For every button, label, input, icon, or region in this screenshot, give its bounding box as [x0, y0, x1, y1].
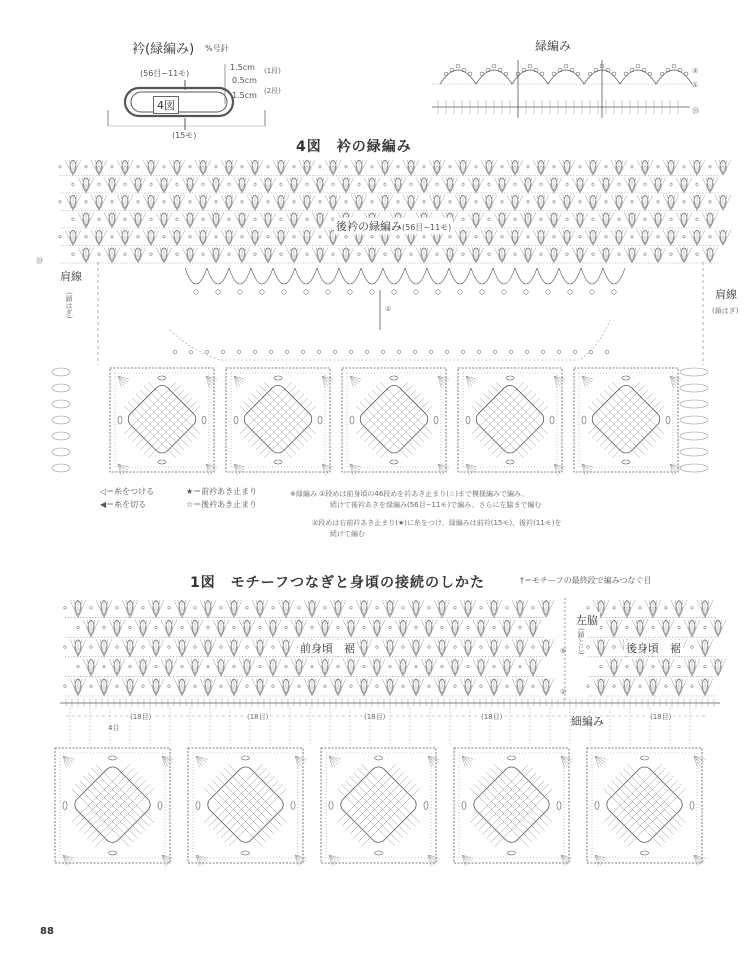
edging-row-2: ②	[692, 67, 699, 75]
page-number: 88	[40, 926, 54, 937]
small-stitch-count: 4目	[108, 724, 120, 732]
left-side-sub: (鎖とじ)	[577, 628, 585, 655]
figure1-join-lines	[60, 598, 720, 746]
shoulder-line-right: 肩線	[715, 288, 737, 301]
figure1-motif-3	[321, 748, 440, 867]
stitch-count-4: (18目)	[481, 713, 503, 721]
figure4-center-label: 後衿の緑編み(56目−11モ)	[336, 220, 452, 233]
edging-chart-title: 緑編み	[535, 39, 572, 53]
legend-attach-yarn: ◁＝糸をつける	[100, 487, 155, 496]
note-line-1: ※緑編み ①段めは前身頃の46段めを衿あき止まり(☆)まで模様編みで編み、	[290, 490, 529, 498]
shoulder-right-sub: (鎖はぎ)	[712, 307, 739, 315]
figure4-motif-3	[342, 368, 450, 476]
back-body-hem-label: 後身頃 裾	[626, 642, 681, 655]
hook-note: %号針	[205, 44, 229, 53]
stitch-count-1: (18目)	[130, 713, 152, 721]
legend-cut-yarn: ◀＝糸を切る	[100, 500, 147, 509]
single-crochet-label: 細編み	[571, 715, 604, 728]
figure1-motif-2	[188, 748, 307, 867]
figure-ref-badge: 4図	[153, 96, 179, 114]
figure4-title: 4図 衿の緑編み	[296, 139, 412, 155]
legend-front-opening: ★＝前衿あき止まり	[186, 487, 258, 496]
collar-row-1: (1段)	[264, 67, 281, 75]
figure4-row-1: ①	[385, 305, 392, 313]
edging-row-1: ①	[692, 81, 699, 89]
collar-schematic-title: 衿(緑編み)	[132, 42, 195, 57]
edging-row-20: ⑳	[692, 107, 699, 115]
shoulder-left-sub: (鎖はぎ)	[65, 292, 73, 319]
left-side-label: 左脇	[576, 614, 598, 627]
note-line-3: ②段めは右前衿あき止まり(★)に糸をつけ、緑編みは前衿(15モ)、後衿(11モ)を	[312, 519, 562, 527]
stitch-count-2: (18目)	[247, 713, 269, 721]
legend-back-opening: ☆＝後衿あき止まり	[186, 500, 258, 509]
figure4-motif-5	[574, 368, 682, 476]
figure1-motif-1	[55, 748, 174, 867]
front-body-hem-label: 前身頃 裾	[300, 642, 355, 655]
note-line-4: 続けて編む	[330, 530, 365, 538]
figure4-motif-1	[110, 368, 218, 476]
collar-bottom-dimension: (15モ)	[172, 131, 197, 140]
collar-top-dimension: (56目−11モ)	[140, 69, 190, 78]
figure1-title: 1図 モチーフつなぎと身頃の接続のしかた	[190, 575, 486, 591]
figure1-row-1: ①	[560, 688, 567, 696]
figure1-note: †＝モチーフの最終段で編みつなぐ目	[520, 576, 652, 585]
collar-row-2: (2段)	[264, 87, 281, 95]
figure4-motif-4	[458, 368, 566, 476]
figure1-motif-5	[587, 748, 706, 867]
collar-dim-3: 1.5cm	[232, 91, 257, 100]
figure1-row-5: ⑤	[560, 647, 567, 655]
shoulder-line-left: 肩線	[60, 270, 82, 283]
stitch-count-3: (18目)	[364, 713, 386, 721]
note-line-2: 続けて後衿あきを緑編み(56目−11モ)で編み、さらに左脇まで編む	[330, 501, 542, 509]
figure4-collar-pattern	[59, 160, 731, 263]
edging-chart-drawing	[432, 60, 692, 118]
collar-dim-2: 0.5cm	[232, 76, 257, 85]
collar-dim-1: 1.5cm	[230, 63, 255, 72]
figure4-motif-2	[226, 368, 334, 476]
figure4-neck-edging	[52, 262, 708, 472]
figure1-motif-4	[454, 748, 573, 867]
figure4-row-20: ⑳	[36, 257, 43, 265]
stitch-count-5: (18目)	[650, 713, 672, 721]
